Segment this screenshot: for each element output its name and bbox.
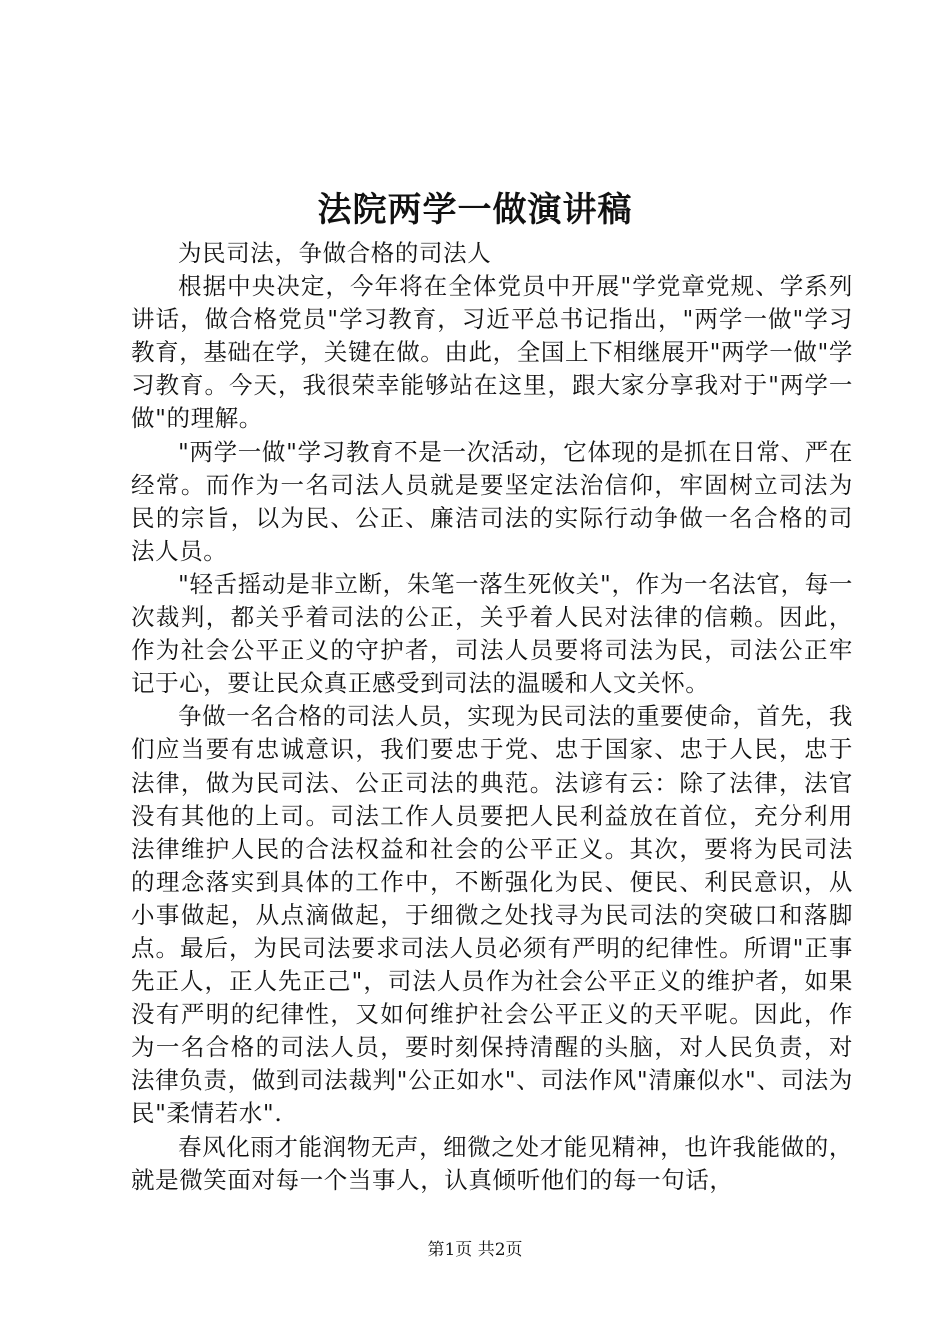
page-number-footer: 第1页 共2页 [427,1240,523,1260]
document-body [131,237,853,1197]
paragraph: 根据中央决定，今年将在全体党员中开展"学党章党规、学系列讲话，做合格党员"学习教育，习近平总书记指出，"两学一做"学习教育，基础在学，关键在做。由此，全国上下相继展开"两学一做"学习教育。今天，我很荣幸能够站在这里，跟大家分享我对于"两学一做"的理解。 [131,272,853,433]
paragraph-subtitle: 为民司法，争做合格的司法人 [178,239,492,267]
paragraph: 争做一名合格的司法人员，实现为民司法的重要使命，首先，我们应当要有忠诚意识，我们要忠于党、忠于国家、忠于人民，忠于法律，做为民司法、公正司法的典范。法谚有云：除了法律，法官没有其他的上司。司法工作人员要把人民利益放在首位，充分利用法律维护人民的合法权益和社会的公平正义。其次，要将为民司法的理念落实到具体的工作中，不断强化为民、便民、利民意识，从小事做起，从点滴做起，于细微之处找寻为民司法的突破口和落脚点。最后，为民司法要求司法人员必须有严明的纪律性。所谓"正事先正人，正人先正己"，司法人员作为社会公平正义的维护者，如果没有严明的纪律性，又如何维护社会公平正义的天平呢。因此，作为一名合格的司法人员，要时刻保持清醒的头脑，对人民负责，对法律负责，做到司法裁判"公正如水"、司法作风"清廉似水"、司法为民"柔情若水". [131,702,853,1128]
paragraph: "两学一做"学习教育不是一次活动，它体现的是抓在日常、严在经常。而作为一名司法人员就是要坚定法治信仰，牢固树立司法为民的宗旨，以为民、公正、廉洁司法的实际行动争做一名合格的司法人员。 [131,437,853,565]
paragraph: "轻舌摇动是非立断，朱笔一落生死攸关"，作为一名法官，每一次裁判，都关乎着司法的公正，关乎着人民对法律的信赖。因此，作为社会公平正义的守护者，司法人员要将司法为民，司法公正牢记于心，要让民众真正感受到司法的温暖和人文关怀。 [131,569,853,698]
document-title: 法院两学一做演讲稿 [317,190,633,230]
paragraph: 春风化雨才能润物无声，细微之处才能见精神，也许我能做的，就是微笑面对每一个当事人，认真倾听他们的每一句话， [131,1132,853,1194]
